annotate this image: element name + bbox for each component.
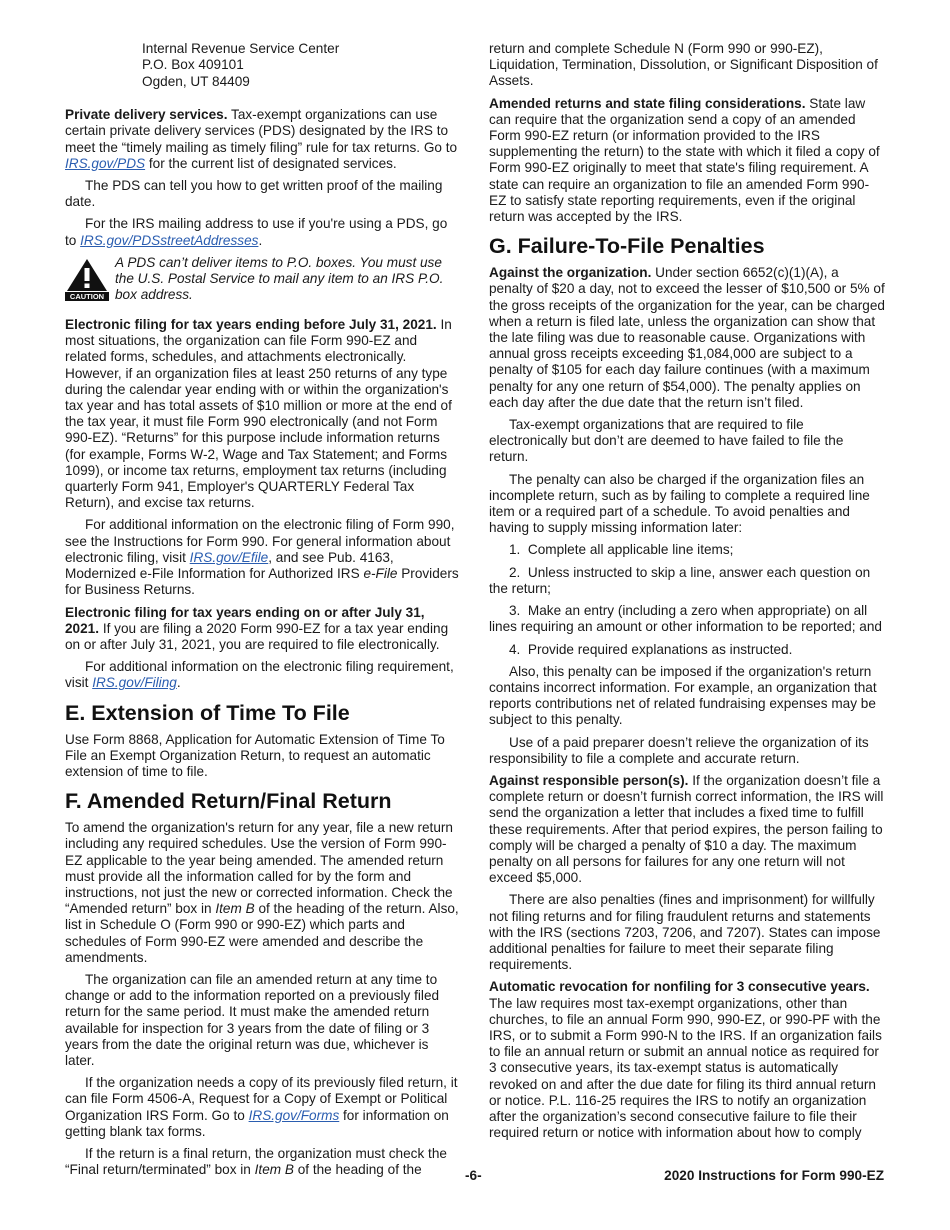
body-text: For the IRS mailing address to use if you're using a PDS, go to xyxy=(65,216,448,248)
list-number: 4. xyxy=(509,641,521,657)
address-line: P.O. Box 409101 xyxy=(142,57,244,73)
list-text: Make an entry (including a zero when appropriate) on all lines requiring an amount or other information to be reported; and xyxy=(489,603,882,635)
right-column xyxy=(489,41,885,1147)
address-line: Ogden, UT 84409 xyxy=(142,73,250,89)
body-paragraph: For additional information on the electronic filing requirement, visit IRS.gov/Filing. xyxy=(65,659,454,691)
list-number: 3. xyxy=(509,603,521,619)
page-number: -6- xyxy=(465,1168,482,1183)
italic-text: e-File xyxy=(363,566,398,582)
body-paragraph: There are also penalties (fines and imprisonment) for willfully not filing returns and for filing fraudulent returns and statements with the IRS (sections 7203, 7206, and 7207). States can impose additional penalties for failure to meet their separate filing requirements. xyxy=(489,892,881,973)
body-text: Providers for Business Returns. xyxy=(65,566,459,598)
body-paragraph xyxy=(65,1075,461,1140)
run-in-heading: Electronic filing for tax years ending on or after July 31, 2021. xyxy=(65,604,425,636)
body-paragraph xyxy=(65,820,461,966)
list-item xyxy=(489,565,885,597)
irs-forms-link[interactable]: IRS.gov/Forms xyxy=(248,1107,340,1123)
body-text: for information on getting blank tax forms. xyxy=(65,1107,449,1139)
body-paragraph: For the IRS mailing address to use if you're using a PDS, go to IRS.gov/PDSstreetAddresses. xyxy=(65,216,448,248)
body-paragraph: Use Form 8868, Application for Automatic Extension of Time To File an Exempt Organization Return, to request an automatic extension of time to file. xyxy=(65,731,445,779)
body-paragraph: Use of a paid preparer doesn’t relieve the organization of its responsibility to file a complete and accurate return. xyxy=(489,734,869,766)
list-number: 2. xyxy=(509,564,521,580)
against-organization-paragraph xyxy=(489,265,885,411)
body-paragraph: The penalty can also be charged if the organization files an incomplete return, such as by failing to complete a required line item or a required part of a schedule. To avoid penalties and having to supply missing information later: xyxy=(489,471,870,536)
body-text: , and see Pub. 4163, Modernized e-File Information for Authorized IRS xyxy=(65,549,394,582)
caution-label: CAUTION xyxy=(69,292,105,301)
body-text: The law requires most tax-exempt organizations, other than churches, to file an annual Form 990, 990-EZ, or 990-PF with the IRS, or to submit a Form 990-N to the IRS. If an organization fails to file an annual return or submit an annual notice as required for 3 consecutive years, its tax-exempt status is automatically revoked on and after the due date for filing its third annual return or notice. P.L. 116-25 requires the IRS to notify an organization after the organization’s second consecutive failure to file their required return or notice with information about how to comply xyxy=(489,995,882,1141)
run-in-heading: Automatic revocation for nonfiling for 3 consecutive years. xyxy=(489,979,870,995)
list-text: Complete all applicable line items; xyxy=(527,542,734,558)
section-e-heading: E. Extension of Time To File xyxy=(65,700,350,725)
list-text: Provide required explanations as instructed. xyxy=(527,641,793,657)
section-g-heading: G. Failure-To-File Penalties xyxy=(489,234,765,259)
run-in-heading: Against the organization. xyxy=(489,265,652,281)
against-person-paragraph xyxy=(489,773,885,886)
list-item xyxy=(489,603,885,635)
body-paragraph: The PDS can tell you how to get written proof of the mailing date. xyxy=(65,178,443,210)
run-in-heading: Against responsible person(s). xyxy=(489,772,689,788)
body-text: If the return is a final return, the organization must check the “Final return/terminated” box in xyxy=(65,1145,447,1178)
body-paragraph: Also, this penalty can be imposed if the organization's return contains incorrect information. For example, an organization that reports contributions net of related fundraising expenses may be subject to this penalty. xyxy=(489,663,877,728)
body-text: Under section 6652(c)(1)(A), a penalty of $20 a day, not to exceed the lesser of $10,500 or 5% of the gross receipts of the organization for the year, can be charged when a return is filed late, unless the organization can show that the late filing was due to reasonable cause. Organizations with annual gross receipts exceeding $1,084,000 are subject to a penalty of $105 for each day failure continues (with a maximum penalty for any one return of $54,000). The penalty applies on each day after the due date that the return isn’t filed. xyxy=(489,265,885,410)
caution-text: A PDS can’t deliver items to P.O. boxes. You must use the U.S. Postal Service to mail any item to an IRS P.O. box address. xyxy=(115,254,444,303)
caution-icon xyxy=(65,257,109,305)
amended-state-paragraph xyxy=(489,96,885,226)
body-text: for the current list of designated services. xyxy=(148,155,397,171)
body-text: of the heading of the xyxy=(297,1162,422,1178)
body-text: If the organization needs a copy of its previously filed return, it can file Form 4506-A, Request for a Copy of Exempt or Political Organization IRS Form. Go to xyxy=(65,1075,458,1123)
body-paragraph xyxy=(65,517,461,598)
list-item xyxy=(489,642,885,658)
body-text: In most situations, the organization can file Form 990-EZ and related forms, schedules, and attachments electronically. However, if an organization files at least 250 returns of any type during the calendar year ending with or within the organization's tax year and has total assets of $10 million or more at the end of the tax year, it must file Form 990 electronically (and not Form 990-EZ). “Returns” for this purpose include information returns (for example, Forms W-2, Wage and Tax Statement; and Forms 1099), or income tax returns, employment tax returns (including quarterly Form 941, Employer's QUARTERLY Federal Tax Return), and excise tax returns. xyxy=(65,317,452,511)
address-line: Internal Revenue Service Center xyxy=(142,41,340,56)
body-paragraph: return and complete Schedule N (Form 990 or 990-EZ), Liquidation, Termination, Dissolution, or Significant Disposition of Assets. xyxy=(489,41,878,89)
irs-pds-link[interactable]: IRS.gov/PDS xyxy=(65,155,146,171)
italic-text: Item B xyxy=(254,1162,294,1178)
body-paragraph: The organization can file an amended return at any time to change or add to the information reported on a previously filed return for the same period. It must make the amended return available for inspection for 3 years from the date of filing or 3 years from the date the original return was due, whichever is later. xyxy=(65,971,440,1068)
italic-text: Item B xyxy=(215,901,255,917)
irs-efile-link[interactable]: IRS.gov/Efile xyxy=(189,549,269,565)
list-text: Unless instructed to skip a line, answer each question on the return; xyxy=(489,564,871,596)
run-in-heading: Private delivery services. xyxy=(65,107,228,123)
pds-paragraph xyxy=(65,107,461,172)
list-number: 1. xyxy=(509,542,521,558)
body-text: If you are filing a 2020 Form 990-EZ for a tax year ending on or after July 31, 2021, you are required to file electronically. xyxy=(65,620,449,652)
body-text: If the organization doesn’t file a complete return or doesn’t furnish correct information, the IRS will send the organization a letter that includes a fixed time to fulfill these requirements. After that period expires, the person failing to comply will be charged a penalty of $10 a day. The maximum penalty on all persons for failures for any one return will not exceed $5,000. xyxy=(489,772,884,886)
body-text: For additional information on the electronic filing of Form 990, see the Instructions for Form 990. For general information about electronic filing, visit xyxy=(65,517,455,565)
run-in-heading: Electronic filing for tax years ending before July 31, 2021. xyxy=(65,317,437,333)
efile-after-paragraph xyxy=(65,605,461,654)
irs-filing-link[interactable]: IRS.gov/Filing xyxy=(92,675,177,691)
body-text: State law can require that the organization send a copy of an amended Form 990-EZ return (or information provided to the IRS supplementing the return) to the state with which it filed a copy of Form 990-EZ originally to meet that state's filing requirement. A state can require an organization to file an amended Form 990-EZ to satisfy state reporting requirements, even if the original return was accepted by the IRS. xyxy=(489,95,880,225)
caution-note xyxy=(65,255,461,305)
section-f-heading: F. Amended Return/Final Return xyxy=(65,789,392,814)
left-column xyxy=(65,41,461,1184)
body-text: For additional information on the electronic filing requirement, visit xyxy=(65,659,454,691)
irs-pds-street-addresses-link[interactable]: IRS.gov/PDSstreetAddresses xyxy=(80,232,259,248)
efile-before-paragraph xyxy=(65,317,461,511)
automatic-revocation-paragraph xyxy=(489,979,885,1141)
body-paragraph: Tax-exempt organizations that are required to file electronically but don’t are deemed to have failed to file the return. xyxy=(489,417,844,465)
body-text: Tax-exempt organizations can use certain private delivery services (PDS) designated by the IRS to meet the “timely mailing as timely filing” rule for tax returns. Go to xyxy=(65,107,458,155)
document-title: 2020 Instructions for Form 990-EZ xyxy=(664,1168,884,1183)
mailing-address xyxy=(65,41,461,90)
run-in-heading: Amended returns and state filing considerations. xyxy=(489,95,806,111)
body-paragraph xyxy=(65,1146,461,1178)
list-item xyxy=(489,542,885,558)
body-text: of the heading of the return. Also, list in Schedule O (Form 990 or 990-EZ) which parts and schedules of Form 990-EZ were amended and describe the amendments. xyxy=(65,901,459,965)
body-text: To amend the organization's return for any year, file a new return including any required schedules. Use the version of Form 990-EZ applicable to the year being amended. The amended return must provide all the information called for by the form and instructions, not just the new or corrected information. Check the “Amended return” box in xyxy=(65,820,453,917)
